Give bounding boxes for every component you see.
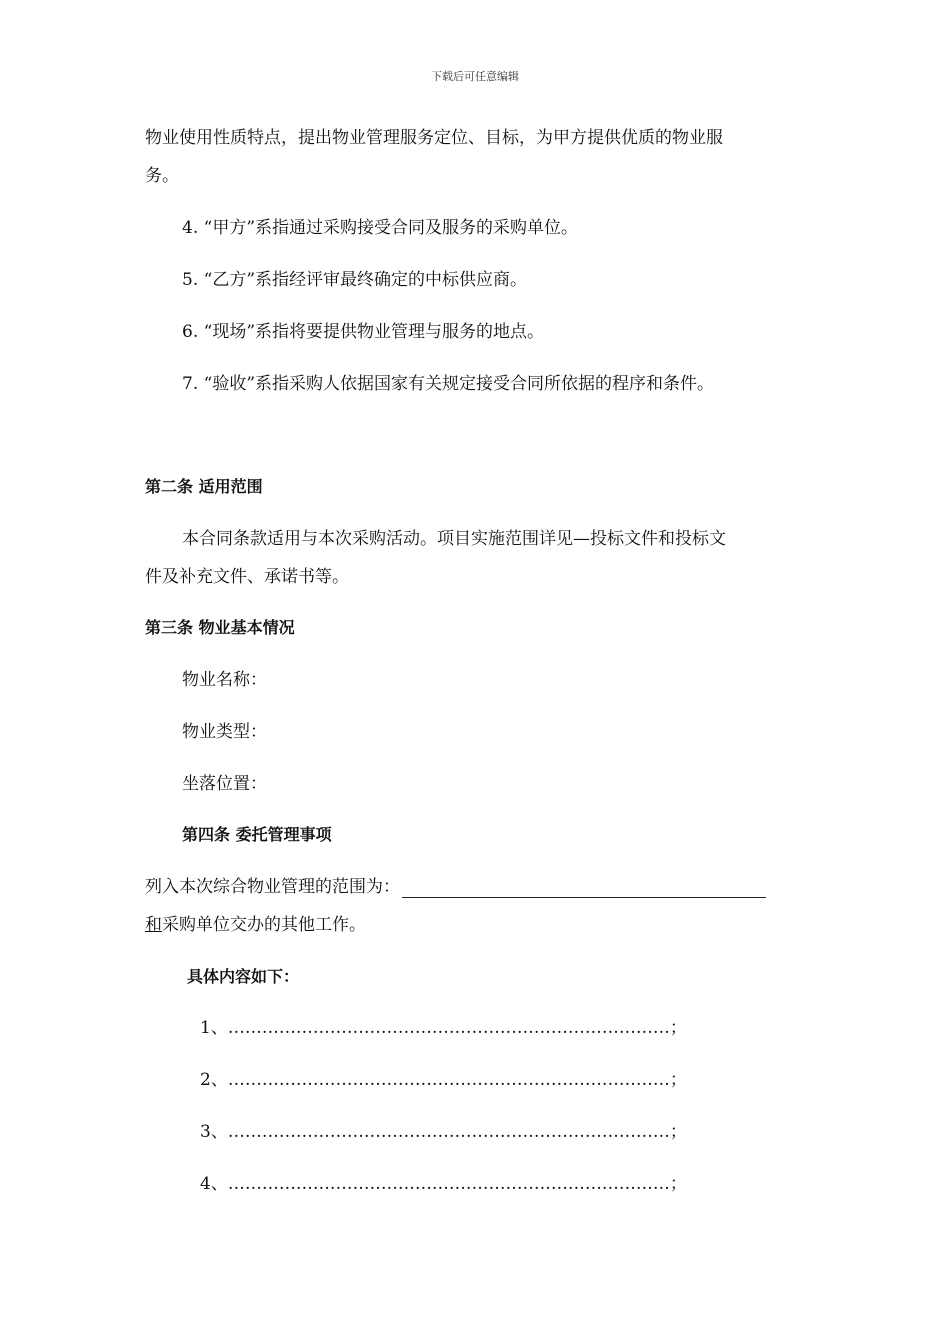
scope-label: 列入本次综合物业管理的范围为： — [145, 877, 400, 897]
definition-item: 5. “乙方”系指经评审最终确定的中标供应商。 — [182, 270, 528, 290]
definition-item: 6. “现场”系指将要提供物业管理与服务的地点。 — [182, 322, 545, 342]
intro-line-1: 物业使用性质特点，提出物业管理服务定位、目标，为甲方提供优质的物业服 — [145, 128, 723, 148]
article-2-heading: 第二条 适用范围 — [145, 477, 263, 496]
article-3-heading: 第三条 物业基本情况 — [145, 618, 295, 637]
detail-item: 1、……………………………………………………………………； — [200, 1018, 687, 1038]
article-2-line-2: 件及补充文件、承诺书等。 — [145, 567, 349, 587]
field-property-name: 物业名称： — [182, 670, 267, 690]
scope-underlined-word: 和 — [145, 915, 162, 935]
definition-item: 7. “验收”系指采购人依据国家有关规定接受合同所依据的程序和条件。 — [182, 374, 715, 394]
field-property-type: 物业类型： — [182, 722, 267, 742]
intro-line-2: 务。 — [145, 166, 179, 186]
page-header: 下载后可任意编辑 — [431, 70, 519, 83]
blank-underline — [402, 879, 766, 898]
detail-item: 2、……………………………………………………………………； — [200, 1070, 687, 1090]
details-heading: 具体内容如下： — [187, 967, 300, 986]
scope-line-2-text: 采购单位交办的其他工作。 — [162, 915, 366, 935]
detail-item: 3、……………………………………………………………………； — [200, 1122, 687, 1142]
definition-item: 4. “甲方”系指通过采购接受合同及服务的采购单位。 — [182, 218, 579, 238]
article-4-heading: 第四条 委托管理事项 — [182, 825, 332, 844]
scope-line-1 — [145, 876, 766, 898]
field-location: 坐落位置： — [182, 774, 267, 794]
detail-item: 4、……………………………………………………………………； — [200, 1174, 687, 1194]
article-2-line-1: 本合同条款适用与本次采购活动。项目实施范围详见—投标文件和投标文 — [182, 529, 726, 549]
scope-line-2 — [145, 914, 366, 936]
